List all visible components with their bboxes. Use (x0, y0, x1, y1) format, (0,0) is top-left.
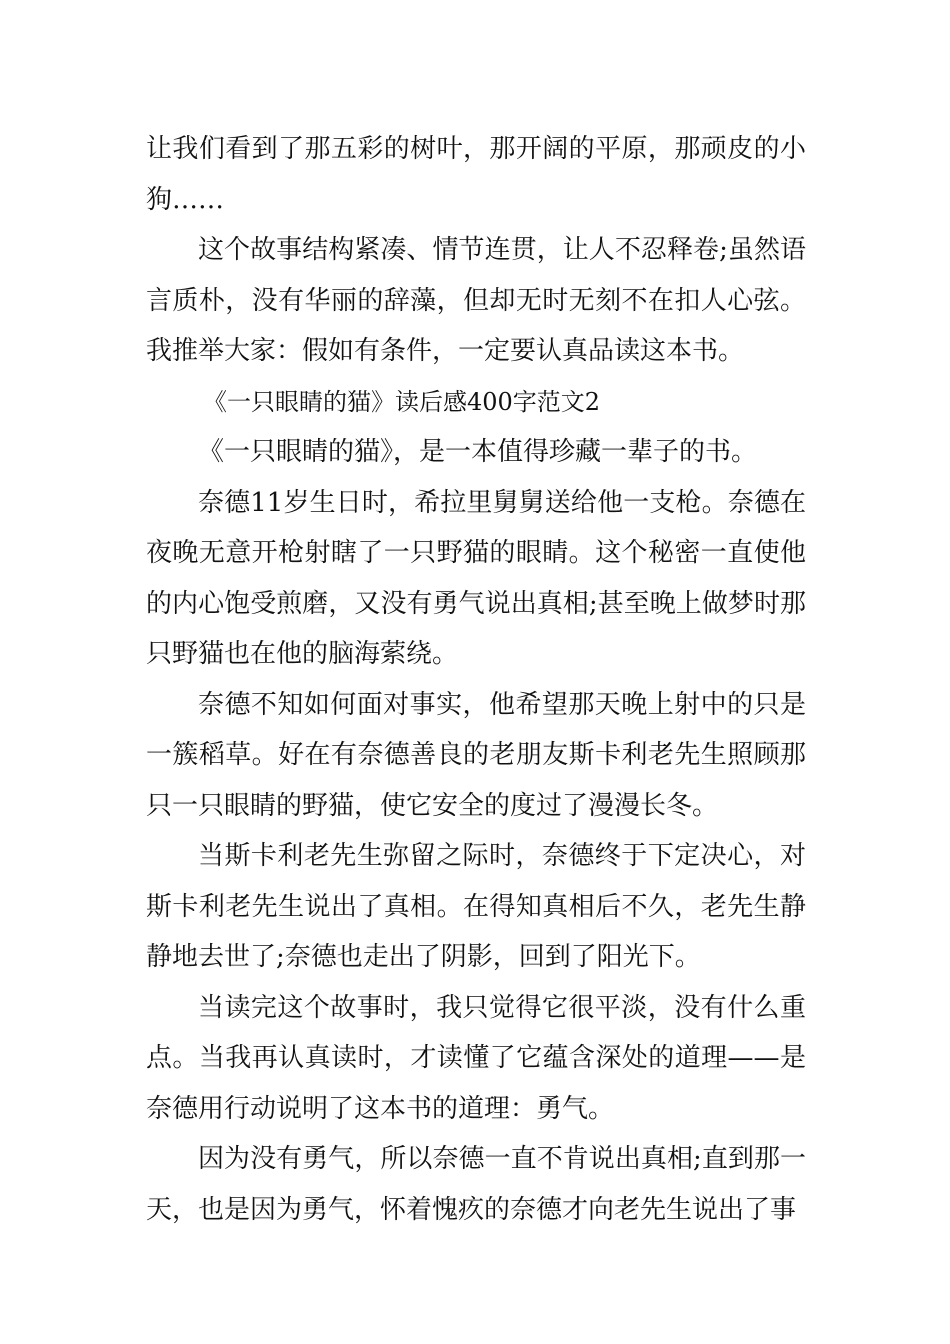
paragraph-continuation: 让我们看到了那五彩的树叶，那开阔的平原，那顽皮的小狗…… (146, 134, 806, 215)
paragraph-courage: 因为没有勇气，所以奈德一直不肯说出真相;直到那一天，也是因为勇气，怀着愧疚的奈德才向老先生说出了事 (146, 1144, 806, 1225)
paragraph-facing-truth: 奈德不知如何面对事实，他希望那天晚上射中的只是一簇稻草。好在有奈德善良的老朋友斯卡利老先生照顾那只一只眼睛的野猫，使它安全的度过了漫漫长冬。 (146, 689, 806, 821)
paragraph-birthday: 奈德11岁生日时，希拉里舅舅送给他一支枪。奈德在夜晚无意开枪射瞎了一只野猫的眼睛。这个秘密一直使他的内心饱受煎磨，又没有勇气说出真相;甚至晚上做梦时那只野猫也在他的脑海萦绕。 (146, 487, 806, 669)
paragraph-review: 这个故事结构紧凑、情节连贯，让人不忍释卷;虽然语言质朴，没有华丽的辞藻，但却无时无刻不在扣人心弦。我推举大家：假如有条件，一定要认真品读这本书。 (146, 235, 806, 366)
section-heading: 《一只眼睛的猫》读后感400字范文2 (203, 387, 601, 416)
document-body (146, 124, 806, 1235)
paragraph-reflection: 当读完这个故事时，我只觉得它很平淡，没有什么重点。当我再认真读时，才读懂了它蕴含深处的道理——是奈德用行动说明了这本书的道理：勇气。 (146, 992, 806, 1124)
paragraph-confession: 当斯卡利老先生弥留之际时，奈德终于下定决心，对斯卡利老先生说出了真相。在得知真相后不久，老先生静静地去世了;奈德也走出了阴影，回到了阳光下。 (146, 841, 806, 972)
paragraph-intro: 《一只眼睛的猫》，是一本值得珍藏一辈子的书。 (198, 437, 758, 467)
